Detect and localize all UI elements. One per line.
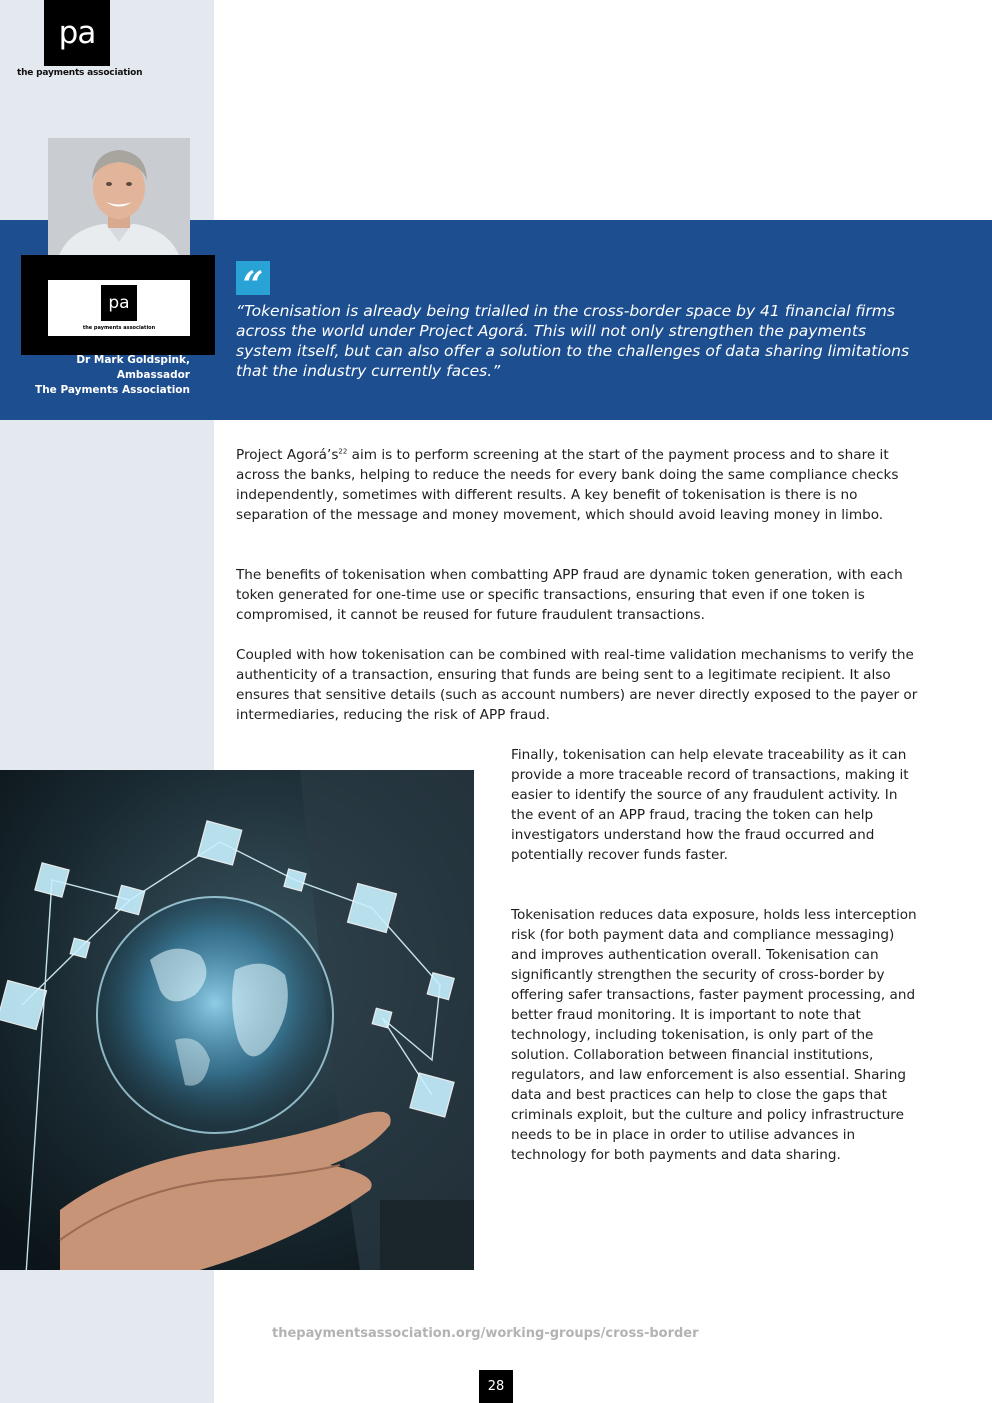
speaker-caption xyxy=(20,353,190,398)
speaker-name: Dr Mark Goldspink, xyxy=(76,354,190,366)
paragraph-benefits: The benefits of tokenisation when combatting APP fraud are dynamic token generation, with each token generated for one-time use or specific transactions, ensuring that even if one token is compromised, it cannot be reused for future fraudulent transactions. xyxy=(236,567,903,623)
globe-network-illustration xyxy=(0,770,474,1270)
organisation-logo-frame xyxy=(21,255,215,355)
organisation-logo-mark: pa xyxy=(101,285,137,321)
paragraph-project-agora xyxy=(236,445,926,525)
speaker-organisation: The Payments Association xyxy=(35,384,190,396)
paragraph-validation: Coupled with how tokenisation can be combined with real-time validation mechanisms to verify the authenticity of a transaction, ensuring that funds are being sent to a legitimate recipient. It also ensures that sensitive details (such as account numbers) are never directly exposed to the payer or intermediaries, reducing the risk of APP fraud. xyxy=(236,647,918,723)
speaker-role: Ambassador xyxy=(116,369,190,381)
organisation-logo xyxy=(48,280,190,336)
paragraph-project-agora-lead: Project Agorá’s xyxy=(236,447,339,463)
organisation-logo-text: the payments association xyxy=(82,325,156,331)
brand-logo[interactable] xyxy=(44,0,110,66)
brand-logo-mark: pa xyxy=(58,15,96,51)
speaker-photo xyxy=(48,138,190,258)
footnote-reference[interactable]: 22 xyxy=(338,447,348,456)
hero-image xyxy=(0,770,474,1270)
paragraph-data-exposure: Tokenisation reduces data exposure, holds less interception risk (for both payment data and compliance messaging) and improves authentication overall. Tokenisation can significantly strengthen the security of cross-border by offering safer transactions, faster payment processing, and better fraud monitoring. It is important to note that technology, including tokenisation, is only part of the solution. Collaboration between financial institutions, regulators, and law enforcement is also essential. Sharing data and best practices can help to close the gaps that criminals exploit, but the culture and policy infrastructure needs to be in place in order to utilise advances in technology for both payments and data sharing. xyxy=(511,907,917,1163)
page-number: 28 xyxy=(479,1370,513,1403)
quote-icon: “ xyxy=(236,261,270,295)
pull-quote: “Tokenisation is already being trialled in the cross-border space by 41 financial firms across the world under Project Agorá. This will not only strengthen the payments system itself, but can also offer a solution to the challenges of data sharing limitations that the industry currently faces.” xyxy=(236,302,910,380)
paragraph-traceability: Finally, tokenisation can help elevate traceability as it can provide a more traceable record of transactions, making it easier to identify the source of any fraudulent activity. In the event of an APP fraud, tracing the token can help investigators understand how the fraud occurred and potentially recover funds faster. xyxy=(511,747,909,863)
paragraph-project-agora-rest: aim is to perform screening at the start of the payment process and to share it across the banks, helping to reduce the needs for every bank doing the same compliance checks independently, sometimes with different results. A key benefit of tokenisation is there is no separation of the message and money movement, which should avoid leaving money in limbo. xyxy=(236,447,899,523)
footer-url-link[interactable]: thepaymentsassociation.org/working-groups/cross-border xyxy=(272,1326,699,1341)
brand-logo-text: the payments association xyxy=(17,68,143,78)
speaker-portrait-illustration xyxy=(48,138,190,258)
